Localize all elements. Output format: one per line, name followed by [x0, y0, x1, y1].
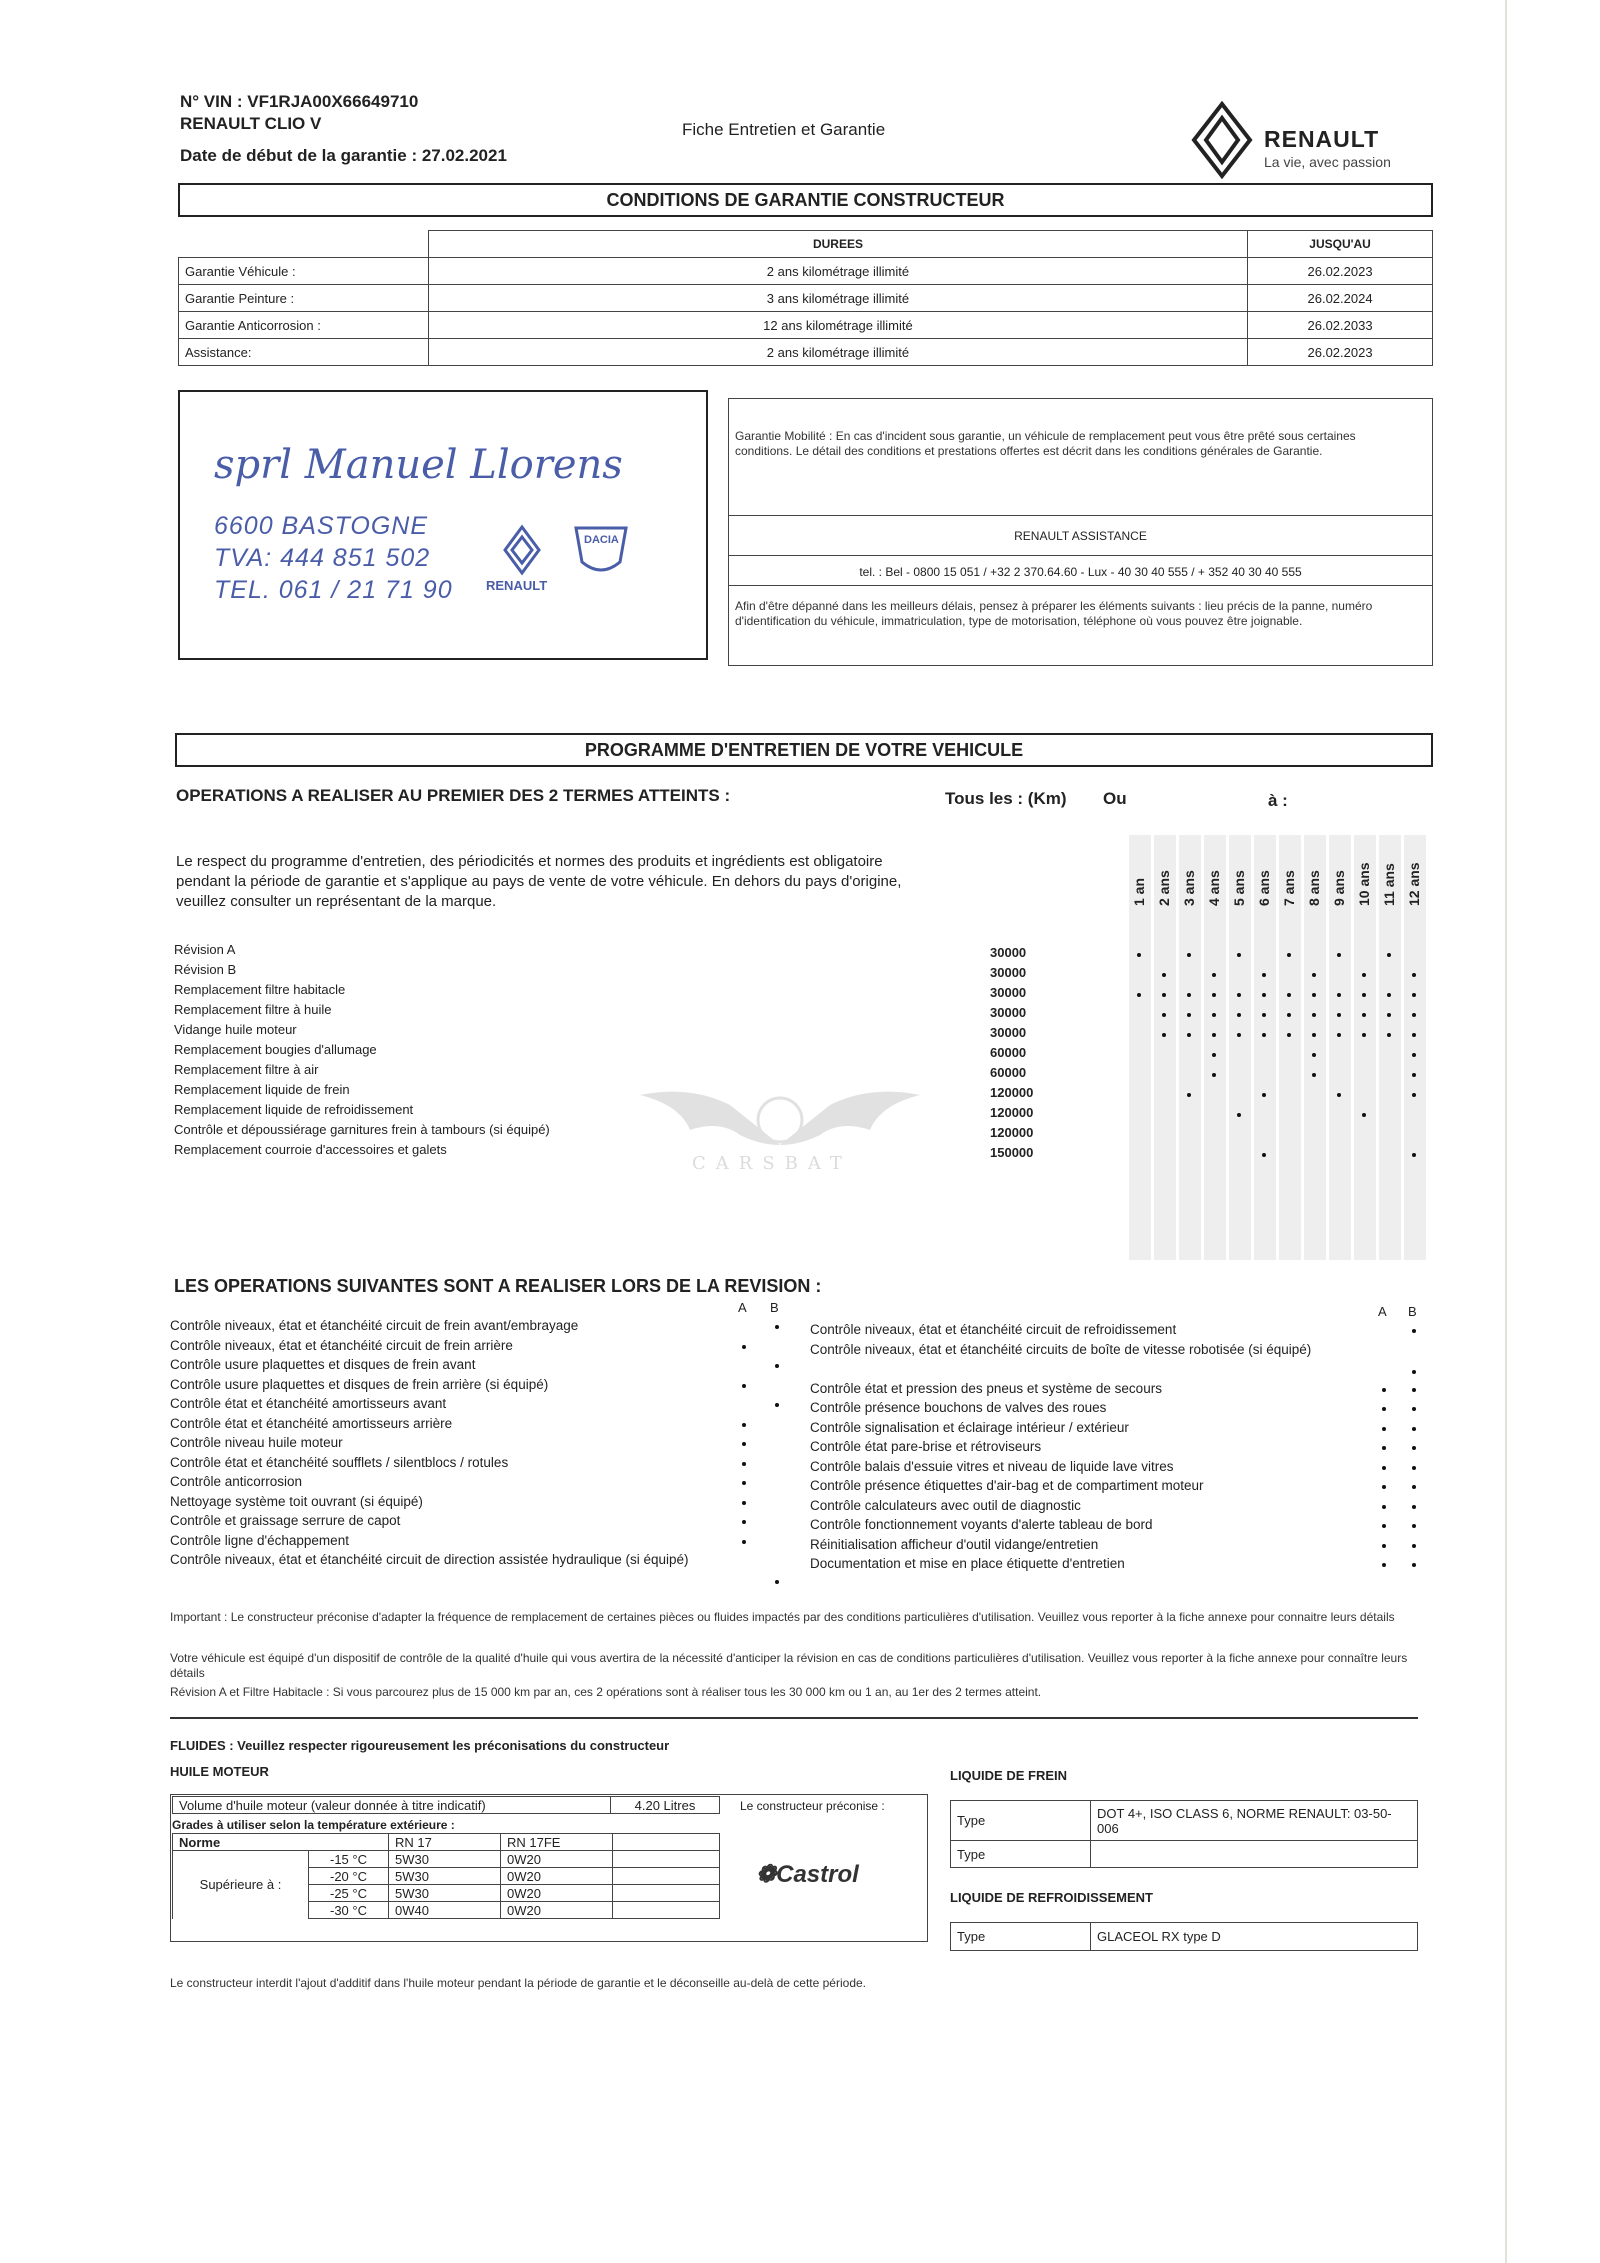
revision-item: Nettoyage système toit ouvrant (si équipé) [170, 1493, 423, 1509]
assistance-title: RENAULT ASSISTANCE [1014, 529, 1147, 543]
schedule-mark [1162, 1033, 1166, 1037]
important-note: Important : Le constructeur préconise d'adapter la fréquence de remplacement de certaines pièces ou fluides impactés par des conditions particulières d'utilisation. Veuillez vous reporter à la fiche annexe pour connaitre leurs détails [170, 1610, 1395, 1624]
schedule-mark [1287, 1013, 1291, 1017]
stamp-brand-dacia: DACIA [584, 534, 619, 546]
revision-mark [1382, 1388, 1386, 1392]
coolant-title: LIQUIDE DE REFROIDISSEMENT [950, 1890, 1153, 1905]
operation-name: Remplacement courroie d'accessoires et galets [174, 1142, 447, 1157]
schedule-mark [1412, 1053, 1416, 1057]
grade-rn17: 5W30 [389, 1868, 501, 1885]
brake-type-label-2: Type [951, 1841, 1091, 1868]
schedule-mark [1412, 1153, 1416, 1157]
operation-name: Remplacement filtre à huile [174, 1002, 332, 1017]
schedule-mark [1337, 1013, 1341, 1017]
operation-km: 120000 [990, 1125, 1034, 1140]
revision-mark [1382, 1427, 1386, 1431]
operation-km: 30000 [990, 1005, 1027, 1020]
schedule-mark [1162, 973, 1166, 977]
schedule-mark [1362, 1013, 1366, 1017]
year-header [1179, 826, 1201, 906]
brake-fluid-table [950, 1800, 1418, 1868]
year-header [1129, 826, 1151, 906]
schedule-mark [1237, 953, 1241, 957]
grade-rn17fe: 0W20 [501, 1885, 613, 1902]
revision-heading: LES OPERATIONS SUIVANTES SONT A REALISER LORS DE LA REVISION : [174, 1276, 822, 1296]
revision-mark [1382, 1563, 1386, 1567]
schedule-mark [1337, 953, 1341, 957]
schedule-mark [1262, 1093, 1266, 1097]
operation-km: 30000 [990, 945, 1027, 960]
revision-item: Contrôle balais d'essuie vitres et niveau de liquide lave vitres [810, 1458, 1174, 1474]
revision-mark [1382, 1505, 1386, 1509]
operation-name: Vidange huile moteur [174, 1022, 297, 1037]
schedule-mark [1187, 1093, 1191, 1097]
schedule-mark [1412, 1033, 1416, 1037]
schedule-mark [1412, 973, 1416, 977]
schedule-mark [1362, 993, 1366, 997]
revision-item: Contrôle ligne d'échappement [170, 1532, 349, 1548]
schedule-mark [1312, 973, 1316, 977]
fluids-heading: FLUIDES : Veuillez respecter rigoureusement les préconisations du constructeur [170, 1738, 670, 1753]
schedule-mark [1287, 993, 1291, 997]
table-row [951, 1923, 1418, 1951]
schedule-mark [1262, 993, 1266, 997]
dealer-tva: TVA: 444 851 502 [214, 544, 431, 572]
revision-mark [1412, 1485, 1416, 1489]
coolant-type-value: GLACEOL RX type D [1091, 1923, 1418, 1951]
above-label: Supérieure à : [173, 1851, 309, 1919]
year-label: 10 ans [1356, 862, 1372, 906]
revision-mark [775, 1364, 779, 1368]
year-header [1304, 826, 1326, 906]
revision-item: Contrôle niveaux, état et étanchéité circuit de direction assistée hydraulique (si équipé) [170, 1552, 689, 1567]
year-header [1329, 826, 1351, 906]
year-header [1229, 826, 1251, 906]
revision-mark [1382, 1466, 1386, 1470]
warranty-table [178, 230, 1433, 366]
revision-mark [775, 1403, 779, 1407]
schedule-mark [1212, 1073, 1216, 1077]
revision-mark [775, 1325, 779, 1329]
table-row [951, 1841, 1418, 1868]
operation-km: 150000 [990, 1145, 1034, 1160]
year-label: 2 ans [1156, 870, 1172, 906]
schedule-mark [1412, 1013, 1416, 1017]
revision-item: Contrôle niveaux, état et étanchéité circuit de frein arrière [170, 1337, 513, 1353]
warranty-until: 26.02.2033 [1248, 312, 1433, 339]
revision-item: Contrôle présence bouchons de valves des roues [810, 1400, 1107, 1415]
oil-volume-label: Volume d'huile moteur (valeur donnée à titre indicatif) [173, 1797, 611, 1814]
schedule-mark [1412, 1073, 1416, 1077]
schedule-mark [1212, 1013, 1216, 1017]
schedule-mark [1412, 1093, 1416, 1097]
schedule-mark [1287, 953, 1291, 957]
schedule-mark [1162, 1013, 1166, 1017]
oil-sensor-note: Votre véhicule est équipé d'un dispositif de contrôle de la qualité d'huile qui vous avertira de la nécessité d'anticiper la révision en cas de conditions particulières d'utilisation. Veuillez vous reporter à la fiche annexe pour connaître leurs détails [170, 1651, 1408, 1680]
warranty-section-title-text: CONDITIONS DE GARANTIE CONSTRUCTEUR [606, 189, 1005, 210]
revision-item: Contrôle état et pression des pneus et système de secours [810, 1380, 1162, 1396]
page-edge [1505, 0, 1507, 2263]
table-row [173, 1851, 720, 1868]
schedule-mark [1262, 1033, 1266, 1037]
year-header [1204, 826, 1226, 906]
grade-rn17fe: 0W20 [501, 1868, 613, 1885]
schedule-mark [1237, 1013, 1241, 1017]
assistance-advice: Afin d'être dépanné dans les meilleurs délais, pensez à préparer les éléments suivants : lieu précis de la panne, numéro d'identification du véhicule, immatriculation, type de motorisation, téléphone où vous pouvez être joignable. [735, 599, 1373, 628]
operation-name: Révision A [174, 942, 236, 957]
operation-name: Remplacement liquide de refroidissement [174, 1102, 414, 1117]
castrol-logo [756, 1860, 859, 1889]
schedule-mark [1262, 1153, 1266, 1157]
oil-title: HUILE MOTEUR [170, 1764, 269, 1779]
operation-km: 30000 [990, 985, 1027, 1000]
grade-temp: -15 °C [309, 1851, 389, 1868]
brand-name: RENAULT [1264, 126, 1380, 152]
schedule-mark [1187, 993, 1191, 997]
recommends-label: Le constructeur préconise : [740, 1799, 885, 1813]
revision-item: Contrôle fonctionnement voyants d'alerte tableau de bord [810, 1517, 1153, 1532]
left-col-b: B [770, 1300, 779, 1315]
revision-mark [1412, 1407, 1416, 1411]
operations-list [174, 942, 550, 1162]
revision-mark [742, 1540, 746, 1544]
revision-mark [1412, 1446, 1416, 1450]
operation-name: Remplacement bougies d'allumage [174, 1042, 377, 1057]
revision-item: Contrôle niveau huile moteur [170, 1435, 343, 1450]
table-row [179, 285, 1433, 312]
schedule-mark [1262, 973, 1266, 977]
document-title: Fiche Entretien et Garantie [682, 120, 886, 139]
revision-mark [1412, 1563, 1416, 1567]
year-label: 3 ans [1181, 870, 1197, 906]
revision-mark [1382, 1544, 1386, 1548]
renault-diamond-icon [1190, 100, 1254, 180]
year-label: 11 ans [1381, 863, 1397, 906]
schedule-mark [1212, 1033, 1216, 1037]
revision-item: Contrôle anticorrosion [170, 1474, 303, 1489]
warranty-label: Garantie Peinture : [179, 285, 429, 312]
warranty-duration: 2 ans kilométrage illimité [428, 339, 1247, 366]
grade-temp: -30 °C [309, 1902, 389, 1919]
schedule-mark [1312, 993, 1316, 997]
grade-temp: -25 °C [309, 1885, 389, 1902]
mobility-text: Garantie Mobilité : En cas d'incident sous garantie, un véhicule de remplacement peut vous être prêté sous certaines conditions. Le détail des conditions et prestations offertes est décrit dans les conditions générales de Garantie. [735, 429, 1356, 458]
revision-item: Contrôle état et étanchéité amortisseurs avant [170, 1396, 447, 1411]
year-label: 1 an [1131, 877, 1147, 906]
schedule-mark [1137, 993, 1141, 997]
schedule-mark [1212, 993, 1216, 997]
additive-footer: Le constructeur interdit l'ajout d'additif dans l'huile moteur pendant la période de garantie et le déconseille au-delà de cette période. [170, 1976, 866, 1990]
renault-logo [1190, 100, 1430, 180]
maintenance-section-title-text: PROGRAMME D'ENTRETIEN DE VOTRE VEHICULE [584, 739, 1024, 760]
schedule-mark [1387, 1013, 1391, 1017]
table-row [179, 312, 1433, 339]
schedule-mark [1212, 973, 1216, 977]
warranty-section-title [178, 183, 1433, 217]
schedule-mark [1312, 1073, 1316, 1077]
revision-mark [1412, 1466, 1416, 1470]
ops-heading: OPERATIONS A REALISER AU PREMIER DES 2 TERMES ATTEINTS : [176, 786, 731, 805]
dealer-phone: TEL. 061 / 21 71 90 [214, 576, 453, 604]
operations-km-list [990, 945, 1033, 1165]
year-label: 12 ans [1406, 862, 1422, 906]
revision-item: Documentation et mise en place étiquette d'entretien [810, 1556, 1125, 1571]
warranty-duration: 12 ans kilométrage illimité [428, 312, 1247, 339]
revision-item: Réinitialisation afficheur d'outil vidange/entretien [810, 1536, 1099, 1552]
schedule-mark [1362, 1033, 1366, 1037]
schedule-mark [1362, 973, 1366, 977]
revision-item: Contrôle niveaux, état et étanchéité circuit de frein avant/embrayage [170, 1318, 579, 1333]
year-header [1254, 826, 1276, 906]
schedule-mark [1162, 993, 1166, 997]
operation-km: 60000 [990, 1065, 1027, 1080]
operation-km: 30000 [990, 965, 1027, 980]
left-col-a: A [738, 1300, 747, 1315]
revision-mark [775, 1580, 779, 1584]
schedule-mark [1237, 993, 1241, 997]
revision-mark [742, 1384, 746, 1388]
col-rn17: RN 17 [389, 1834, 501, 1851]
grade-rn17: 0W40 [389, 1902, 501, 1919]
revision-mark [1412, 1505, 1416, 1509]
warranty-until: 26.02.2024 [1248, 285, 1433, 312]
revision-mark [1412, 1427, 1416, 1431]
operation-name: Révision B [174, 962, 237, 977]
operation-km: 30000 [990, 1025, 1027, 1040]
grades-title: Grades à utiliser selon la température extérieure : [172, 1818, 455, 1832]
col-duration: DUREES [428, 231, 1247, 258]
every-label: Tous les : (Km) [945, 789, 1067, 808]
revision-mark [1412, 1329, 1416, 1333]
revision-mark [742, 1481, 746, 1485]
brake-type-label: Type [951, 1801, 1091, 1841]
grade-rn17: 5W30 [389, 1851, 501, 1868]
schedule-mark [1312, 1013, 1316, 1017]
operation-km: 120000 [990, 1085, 1034, 1100]
revision-mark [1382, 1485, 1386, 1489]
schedule-mark [1412, 993, 1416, 997]
operation-name: Contrôle et dépoussiérage garnitures frein à tambours (si équipé) [174, 1122, 550, 1137]
oil-volume-table [172, 1796, 720, 1814]
revision-mark [1412, 1388, 1416, 1392]
bat-logo-icon [630, 1075, 930, 1165]
year-header [1154, 826, 1176, 906]
operation-km: 60000 [990, 1045, 1027, 1060]
revision-item: Contrôle état pare-brise et rétroviseurs [810, 1439, 1042, 1454]
grade-rn17: 5W30 [389, 1885, 501, 1902]
dealer-stamp-box [178, 390, 708, 660]
renault-stamp-icon [502, 524, 542, 576]
year-label: 7 ans [1281, 870, 1297, 906]
operation-name: Remplacement filtre habitacle [174, 982, 346, 997]
revision-mark [1382, 1446, 1386, 1450]
castrol-icon: ❁ [756, 1861, 777, 1888]
brake-type-value: DOT 4+, ISO CLASS 6, NORME RENAULT: 03-50-006 [1091, 1801, 1418, 1841]
year-label: 5 ans [1231, 870, 1247, 906]
maintenance-intro: Le respect du programme d'entretien, des périodicités et normes des produits et ingrédients est obligatoire pendant la période de garantie et s'applique au pays de vente de votre véhicule. En dehors du pays d'origine, veuillez consulter un représentant de la marque. [176, 853, 902, 910]
revision-mark [742, 1520, 746, 1524]
revision-mark [1412, 1524, 1416, 1528]
year-header [1279, 826, 1301, 906]
castrol-text: Castrol [776, 1861, 859, 1888]
revision-mark [742, 1345, 746, 1349]
warranty-until: 26.02.2023 [1248, 339, 1433, 366]
revision-item: Contrôle niveaux, état et étanchéité circuit de refroidissement [810, 1322, 1177, 1337]
schedule-mark [1237, 1033, 1241, 1037]
oil-volume-value: 4.20 Litres [611, 1797, 720, 1814]
year-label: 8 ans [1306, 870, 1322, 906]
col-until: JUSQU'AU [1248, 231, 1433, 258]
operation-name: Remplacement liquide de frein [174, 1082, 350, 1097]
schedule-mark [1187, 1013, 1191, 1017]
schedule-mark [1287, 1033, 1291, 1037]
year-label: 6 ans [1256, 870, 1272, 906]
grade-temp: -20 °C [309, 1868, 389, 1885]
schedule-mark [1187, 953, 1191, 957]
coolant-type-label: Type [951, 1923, 1091, 1951]
schedule-mark [1137, 953, 1141, 957]
revision-item: Contrôle signalisation et éclairage intérieur / extérieur [810, 1419, 1129, 1435]
revision-mark [1382, 1407, 1386, 1411]
col-norm: Norme [173, 1834, 389, 1851]
revision-item: Contrôle état et étanchéité soufflets / silentblocs / rotules [170, 1454, 509, 1470]
schedule-mark [1387, 1033, 1391, 1037]
revision-mark [742, 1462, 746, 1466]
revision-item: Contrôle et graissage serrure de capot [170, 1513, 401, 1528]
col-rn17fe: RN 17FE [501, 1834, 613, 1851]
year-header [1379, 826, 1401, 906]
assistance-box [728, 398, 1433, 666]
maintenance-section-title [175, 733, 1433, 767]
schedule-mark [1337, 1093, 1341, 1097]
dacia-stamp-icon [570, 520, 632, 582]
operation-name: Remplacement filtre à air [174, 1062, 319, 1077]
revision-mark [1382, 1524, 1386, 1528]
watermark [630, 1075, 930, 1195]
schedule-mark [1387, 993, 1391, 997]
warranty-label: Garantie Véhicule : [179, 258, 429, 285]
schedule-mark [1262, 1013, 1266, 1017]
revision-item: Contrôle niveaux, état et étanchéité circuits de boîte de vitesse robotisée (si équipé) [810, 1341, 1312, 1357]
divider [170, 1717, 1418, 1719]
coolant-table [950, 1922, 1418, 1951]
assistance-phones: tel. : Bel - 0800 15 051 / +32 2 370.64.60 - Lux - 40 30 40 555 / + 352 40 30 40 555 [859, 565, 1302, 579]
revision-mark [1412, 1370, 1416, 1374]
dealer-city: 6600 BASTOGNE [214, 512, 429, 540]
warranty-until: 26.02.2023 [1248, 258, 1433, 285]
table-row [179, 339, 1433, 366]
warranty-duration: 2 ans kilométrage illimité [428, 258, 1247, 285]
revision-item: Contrôle présence étiquettes d'air-bag et de compartiment moteur [810, 1478, 1204, 1493]
watermark-text: CARSBAT [692, 1153, 852, 1174]
brake-fluid-title: LIQUIDE DE FREIN [950, 1768, 1068, 1783]
year-header [1404, 826, 1426, 906]
or-label: Ou [1103, 789, 1127, 808]
revision-mark [1412, 1544, 1416, 1548]
schedule-mark [1337, 1033, 1341, 1037]
schedule-mark [1187, 1033, 1191, 1037]
schedule-mark [1237, 1113, 1241, 1117]
brand-slogan: La vie, avec passion [1264, 154, 1391, 170]
revision-item: Contrôle usure plaquettes et disques de frein arrière (si équipé) [170, 1376, 549, 1392]
revision-item: Contrôle usure plaquettes et disques de frein avant [170, 1357, 476, 1372]
warranty-label: Assistance: [179, 339, 429, 366]
warranty-duration: 3 ans kilométrage illimité [428, 285, 1247, 312]
revision-mark [742, 1442, 746, 1446]
grade-rn17fe: 0W20 [501, 1851, 613, 1868]
revision-note: Révision A et Filtre Habitacle : Si vous parcourez plus de 15 000 km par an, ces 2 opérations sont à réaliser tous les 30 000 km ou 1 an, au 1er des 2 termes atteint. [170, 1685, 1042, 1699]
warranty-start-date: Date de début de la garantie : 27.02.2021 [180, 146, 507, 165]
warranty-label: Garantie Anticorrosion : [179, 312, 429, 339]
grade-rn17fe: 0W20 [501, 1902, 613, 1919]
table-row [951, 1801, 1418, 1841]
revision-item: Contrôle état et étanchéité amortisseurs arrière [170, 1415, 453, 1431]
revision-mark [742, 1423, 746, 1427]
year-label: 4 ans [1206, 870, 1222, 906]
schedule-mark [1362, 1113, 1366, 1117]
operation-km: 120000 [990, 1105, 1034, 1120]
table-row [179, 258, 1433, 285]
schedule-mark [1312, 1033, 1316, 1037]
vehicle-model: RENAULT CLIO V [180, 114, 322, 133]
revision-mark [742, 1501, 746, 1505]
year-header [1354, 826, 1376, 906]
schedule-mark [1312, 1053, 1316, 1057]
revision-item: Contrôle calculateurs avec outil de diagnostic [810, 1497, 1081, 1513]
dealer-name: sprl Manuel Llorens [214, 442, 623, 488]
schedule-mark [1387, 953, 1391, 957]
schedule-mark [1212, 1053, 1216, 1057]
stamp-brand-renault: RENAULT [486, 578, 548, 593]
at-label: à : [1268, 791, 1288, 810]
right-col-a: A [1378, 1304, 1387, 1319]
right-col-b: B [1408, 1304, 1417, 1319]
vin-number: N° VIN : VF1RJA00X66649710 [180, 92, 419, 111]
grades-table [172, 1833, 720, 1919]
year-label: 9 ans [1331, 870, 1347, 906]
schedule-mark [1337, 993, 1341, 997]
